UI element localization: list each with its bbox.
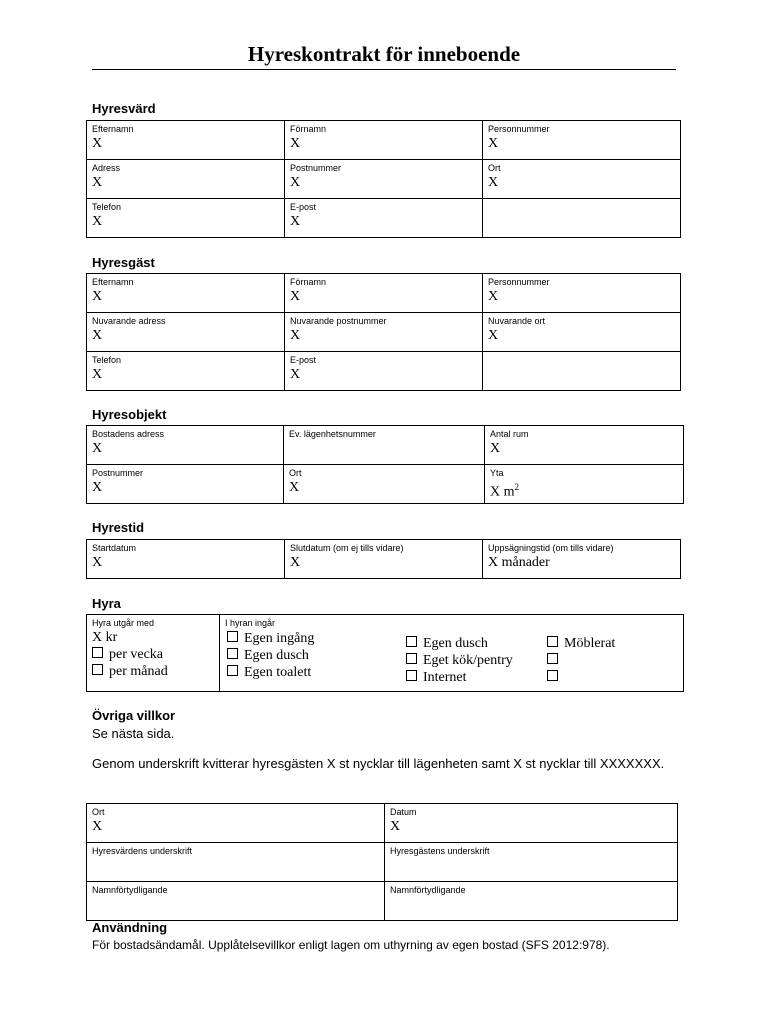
field-value: X [290, 328, 301, 343]
field-label: E-post [290, 355, 317, 365]
tenant-name-cell[interactable] [385, 882, 678, 921]
field-value: X [92, 175, 103, 190]
field-label: Uppsägningstid (om tills vidare) [488, 543, 614, 553]
field-label: Efternamn [92, 124, 134, 134]
eget-kok-checkbox[interactable] [406, 652, 513, 669]
checkbox-icon [227, 665, 238, 676]
checkbox-icon [92, 664, 103, 675]
checkbox-icon [406, 636, 417, 647]
hyra-payment-cell [87, 615, 220, 692]
hyresobjekt-table [86, 425, 684, 504]
field-label: Hyra utgår med [92, 618, 155, 628]
field-value: X [92, 480, 103, 495]
checkbox-icon [547, 653, 558, 664]
hyresvard-fornamn-cell[interactable] [285, 121, 483, 160]
field-label: Personnummer [488, 277, 550, 287]
hyresobjekt-yta-cell[interactable] [485, 465, 684, 504]
checkbox-label: Internet [423, 670, 467, 685]
field-label: Namnförtydligande [92, 885, 168, 895]
field-label: Datum [390, 807, 417, 817]
egen-ingang-checkbox[interactable] [227, 630, 314, 647]
field-label: Hyresvärdens underskrift [92, 846, 193, 856]
hyresgast-telefon-cell[interactable] [87, 352, 285, 391]
field-label: Postnummer [92, 468, 144, 478]
field-label: Postnummer [290, 163, 342, 173]
hyresgast-fornamn-cell[interactable] [285, 274, 483, 313]
field-label: E-post [290, 202, 317, 212]
field-label: Nuvarande postnummer [290, 316, 387, 326]
field-label: Telefon [92, 355, 122, 365]
field-value: X [92, 214, 103, 229]
hyresgast-epost-cell[interactable] [285, 352, 483, 391]
hyresgast-personnummer-cell[interactable] [483, 274, 681, 313]
hyresobjekt-lagenhetsnummer-cell[interactable] [284, 426, 485, 465]
hyrestid-table [86, 539, 681, 579]
field-value: X [290, 367, 301, 382]
hyresgast-table [86, 273, 681, 391]
field-value: X [290, 289, 301, 304]
hyresvard-table [86, 120, 681, 238]
anvandning-text: För bostadsändamål. Upplåtelsevillkor enligt lagen om uthyrning av egen bostad (SFS 2012:978). [92, 938, 610, 952]
per-manad-checkbox[interactable] [92, 663, 215, 680]
hyresgast-adress-cell[interactable] [87, 313, 285, 352]
checkbox-label: Egen toalett [244, 665, 312, 680]
per-vecka-checkbox[interactable] [92, 646, 215, 663]
hyresvard-postnummer-cell[interactable] [285, 160, 483, 199]
hyrestid-startdatum-cell[interactable] [87, 540, 285, 579]
checkbox-icon [227, 631, 238, 642]
hyresgast-ort-cell[interactable] [483, 313, 681, 352]
field-label: Adress [92, 163, 121, 173]
section-heading-hyra: Hyra [92, 596, 121, 611]
hyresvard-personnummer-cell[interactable] [483, 121, 681, 160]
field-value: X [289, 480, 300, 495]
hyresvard-adress-cell[interactable] [87, 160, 285, 199]
includes-column-3 [547, 635, 615, 686]
field-label: Nuvarande ort [488, 316, 546, 326]
field-value: X [488, 289, 499, 304]
field-value: X [92, 328, 103, 343]
field-label: Förnamn [290, 277, 327, 287]
egen-dusch-checkbox[interactable] [227, 647, 314, 664]
title-rule [92, 69, 676, 70]
signature-datum-cell[interactable] [385, 804, 678, 843]
blank-checkbox-2[interactable] [547, 669, 615, 686]
internet-checkbox[interactable] [406, 669, 513, 686]
keys-receipt-text: Genom underskrift kvitterar hyresgästen X st nycklar till lägenheten samt X st nycklar till XXXXXXX. [92, 756, 665, 771]
hyresobjekt-adress-cell[interactable] [87, 426, 284, 465]
field-value: X [290, 136, 301, 151]
checkbox-icon [406, 653, 417, 664]
field-value: X [290, 175, 301, 190]
hyresvard-efternamn-cell[interactable] [87, 121, 285, 160]
field-label: Ort [289, 468, 302, 478]
field-label: Namnförtydligande [390, 885, 466, 895]
area-value: X m [490, 484, 515, 500]
includes-column-2 [406, 635, 513, 686]
field-label: Förnamn [290, 124, 327, 134]
ovriga-villkor-text: Se nästa sida. [92, 726, 175, 741]
checkbox-label: Egen dusch [423, 636, 488, 651]
hyresobjekt-postnummer-cell[interactable] [87, 465, 284, 504]
field-value [490, 479, 679, 501]
checkbox-label: Möblerat [564, 636, 616, 651]
hyresgast-postnummer-cell[interactable] [285, 313, 483, 352]
empty-cell [483, 199, 681, 238]
hyra-table [86, 614, 684, 692]
field-label: Startdatum [92, 543, 137, 553]
section-heading-hyrestid: Hyrestid [92, 520, 145, 535]
field-value: X [290, 555, 301, 570]
section-heading-anvandning: Användning [92, 920, 168, 935]
field-label: Telefon [92, 202, 122, 212]
checkbox-label: Egen dusch [244, 648, 309, 663]
moblerat-checkbox[interactable] [547, 635, 615, 652]
landlord-signature-cell[interactable] [87, 843, 385, 882]
section-heading-ovriga-villkor: Övriga villkor [92, 708, 176, 723]
area-unit-superscript: 2 [514, 482, 519, 492]
checkbox-label: per månad [109, 664, 168, 679]
hyresobjekt-ort-cell[interactable] [284, 465, 485, 504]
field-value: X månader [488, 555, 550, 570]
field-value: X [92, 555, 103, 570]
field-label: Ort [92, 807, 105, 817]
empty-cell [483, 352, 681, 391]
checkbox-icon [547, 636, 558, 647]
field-value: X [92, 367, 103, 382]
section-heading-hyresobjekt: Hyresobjekt [92, 407, 167, 422]
signature-table [86, 803, 678, 921]
field-value: X [290, 214, 301, 229]
signature-ort-cell[interactable] [87, 804, 385, 843]
hyra-includes-cell [220, 615, 684, 692]
field-label: Ort [488, 163, 501, 173]
hyresgast-efternamn-cell[interactable] [87, 274, 285, 313]
field-value: X [390, 819, 401, 834]
egen-dusch-checkbox-2[interactable] [406, 635, 513, 652]
hyresvard-telefon-cell[interactable] [87, 199, 285, 238]
field-value: X [92, 136, 103, 151]
checkbox-icon [406, 670, 417, 681]
field-value: X [92, 441, 103, 456]
hyrestid-slutdatum-cell[interactable] [285, 540, 483, 579]
field-value: X [488, 175, 499, 190]
field-label: Slutdatum (om ej tills vidare) [290, 543, 404, 553]
blank-checkbox-1[interactable] [547, 652, 615, 669]
landlord-name-cell[interactable] [87, 882, 385, 921]
checkbox-label: Eget kök/pentry [423, 653, 513, 668]
field-label: Bostadens adress [92, 429, 165, 439]
field-value: X [92, 289, 103, 304]
field-label: Antal rum [490, 429, 529, 439]
checkbox-icon [227, 648, 238, 659]
field-value: X [490, 441, 501, 456]
checkbox-icon [92, 647, 103, 658]
field-label: Yta [490, 468, 504, 478]
section-heading-hyresvard: Hyresvärd [92, 101, 156, 116]
field-value: X [488, 136, 499, 151]
tenant-signature-cell[interactable] [385, 843, 678, 882]
document-title: Hyreskontrakt för inneboende [247, 42, 521, 66]
includes-column-1 [227, 630, 314, 681]
hyresvard-epost-cell[interactable] [285, 199, 483, 238]
field-label: Personnummer [488, 124, 550, 134]
field-label: Ev. lägenhetsnummer [289, 429, 376, 439]
rent-amount[interactable]: X kr [92, 630, 118, 645]
field-label: I hyran ingår [225, 618, 276, 628]
section-heading-hyresgast: Hyresgäst [92, 255, 155, 270]
field-value: X [92, 819, 103, 834]
checkbox-icon [547, 670, 558, 681]
field-label: Efternamn [92, 277, 134, 287]
hyresvard-ort-cell[interactable] [483, 160, 681, 199]
checkbox-label: per vecka [109, 647, 164, 662]
field-label: Hyresgästens underskrift [390, 846, 490, 856]
checkbox-label: Egen ingång [244, 631, 315, 646]
field-label: Nuvarande adress [92, 316, 166, 326]
egen-toalett-checkbox[interactable] [227, 664, 314, 681]
field-value: X [488, 328, 499, 343]
hyrestid-uppsagningstid-cell[interactable] [483, 540, 681, 579]
hyresobjekt-antal-rum-cell[interactable] [485, 426, 684, 465]
